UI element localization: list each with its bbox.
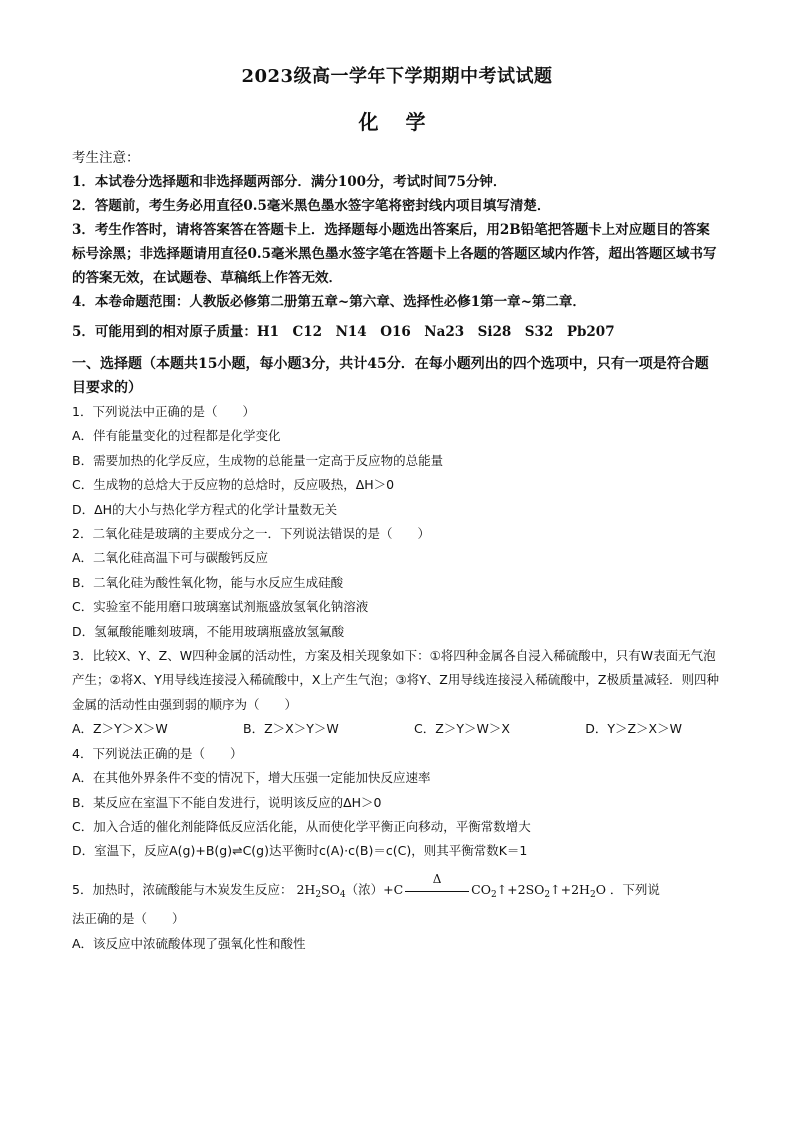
option-d: D．室温下，反应A(g)+B(g)⇌C(g)达平衡时c(A)·c(B)＝c(C)，则其平衡常数K＝1 xyxy=(72,843,528,859)
eq-part: ↑+2SO xyxy=(496,881,545,897)
option-d: D．ΔH的大小与热化学方程式的化学计量数无关 xyxy=(72,501,338,517)
option-c: C．加入合适的催化剂能降低反应活化能，从而使化学平衡正向移动，平衡常数增大 xyxy=(72,818,531,834)
option-b: B．需要加热的化学反应，生成物的总能量一定高于反应物的总能量 xyxy=(72,452,444,468)
eq-part: O xyxy=(595,881,606,897)
eq-part: （浓）+C xyxy=(345,881,404,897)
question-stem-continued: 法正确的是（ ） xyxy=(72,911,185,927)
option-b: B．Z＞X＞Y＞W xyxy=(243,721,339,737)
question-stem: 4．下列说法正确的是（ ） xyxy=(72,745,243,761)
exam-title: 2023级高一学年下学期期中考试试题 xyxy=(241,66,553,87)
option-a: A．二氧化硅高温下可与碳酸钙反应 xyxy=(72,550,269,566)
question-stem xyxy=(72,872,722,907)
reaction-equation xyxy=(296,872,609,900)
stem-prefix: 5．加热时，浓硫酸能与木炭发生反应： xyxy=(72,881,293,897)
question-stem: 2．二氧化硅是玻璃的主要成分之一．下列说法错误的是（ ） xyxy=(72,526,430,542)
options-row xyxy=(72,717,722,741)
option-d: D．氢氟酸能雕刻玻璃，不能用玻璃瓶盛放氢氟酸 xyxy=(72,623,345,639)
equals-line xyxy=(405,891,469,892)
subject-title: 化 学 xyxy=(358,110,436,134)
question-1 xyxy=(72,400,722,522)
question-2 xyxy=(72,522,722,644)
eq-part: 2H xyxy=(296,881,316,897)
option-d: D．Y＞Z＞X＞W xyxy=(585,721,682,737)
option-a: A．该反应中浓硫酸体现了强氧化性和酸性 xyxy=(72,935,306,951)
eq-part: ↑+2H xyxy=(550,881,590,897)
option-c: C．生成物的总焓大于反应物的总焓时，反应吸热，ΔH＞0 xyxy=(72,477,395,493)
eq-subscript: 4 xyxy=(339,889,346,900)
notice-item-1: 1．本试卷分选择题和非选择题两部分．满分100分，考试时间75分钟． xyxy=(72,174,507,190)
option-b: B．二氧化硅为酸性氧化物，能与水反应生成硅酸 xyxy=(72,574,344,590)
option-a: A．在其他外界条件不变的情况下，增大压强一定能加快反应速率 xyxy=(72,770,431,786)
notice-item-3: 3．考生作答时，请将答案答在答题卡上．选择题每小题选出答案后，用2B铅笔把答题卡上对应题目的答案标号涂黑；非选择题请用直径0.5毫米黑色墨水签字笔在答题卡上各题的答题区域内作答，超出答题区域书写的答案无效，在试题卷、草稿纸上作答无效． xyxy=(72,222,717,286)
option-a: A．Z＞Y＞X＞W xyxy=(72,721,168,737)
question-5 xyxy=(72,872,722,956)
question-stem: 3．比较X、Y、Z、W四种金属的活动性，方案及相关现象如下：①将四种金属各自浸入稀硫酸中，只有W表面无气泡产生；②将X、Y用导线连接浸入稀硫酸中，X上产生气泡；③将Y、Z用导线连接浸入稀硫酸中，Z极质量减轻．则四种金属的活动性由强到弱的顺序为（ ） xyxy=(72,648,719,712)
option-b: B．某反应在室温下不能自发进行，说明该反应的ΔH＞0 xyxy=(72,794,382,810)
eq-part: CO xyxy=(471,881,491,897)
question-stem: 1．下列说法中正确的是（ ） xyxy=(72,404,255,419)
stem-suffix: ．下列说 xyxy=(609,881,660,897)
notice-item-5: 5．可能用到的相对原子质量：H1 C12 N14 O16 Na23 Si28 S32 Pb207 xyxy=(72,324,615,340)
section-heading: 一、选择题（本题共15小题，每小题3分，共计45分．在每小题列出的四个选项中，只有一项是符合题目要求的） xyxy=(72,356,709,396)
delta-symbol: Δ xyxy=(432,872,442,887)
option-c: C．实验室不能用磨口玻璃塞试剂瓶盛放氢氧化钠溶液 xyxy=(72,599,369,615)
notice-block xyxy=(72,146,722,344)
notice-heading: 考生注意： xyxy=(72,150,140,166)
notice-item-2: 2．答题前，考生务必用直径0.5毫米黑色墨水签字笔将密封线内项目填写清楚． xyxy=(72,198,551,214)
eq-part: SO xyxy=(321,881,340,897)
eq-subscript: 2 xyxy=(589,889,596,900)
heat-arrow xyxy=(405,872,469,897)
option-a: A．伴有能量变化的过程都是化学变化 xyxy=(72,428,281,444)
eq-subscript: 2 xyxy=(490,889,497,900)
eq-subscript: 2 xyxy=(315,889,322,900)
eq-subscript: 2 xyxy=(544,889,551,900)
option-c: C．Z＞Y＞W＞X xyxy=(414,721,510,737)
exam-page xyxy=(72,66,722,956)
question-4 xyxy=(72,742,722,864)
notice-item-4: 4．本卷命题范围：人教版必修第二册第五章~第六章、选择性必修1第一章~第二章． xyxy=(72,294,586,310)
question-3 xyxy=(72,644,722,742)
